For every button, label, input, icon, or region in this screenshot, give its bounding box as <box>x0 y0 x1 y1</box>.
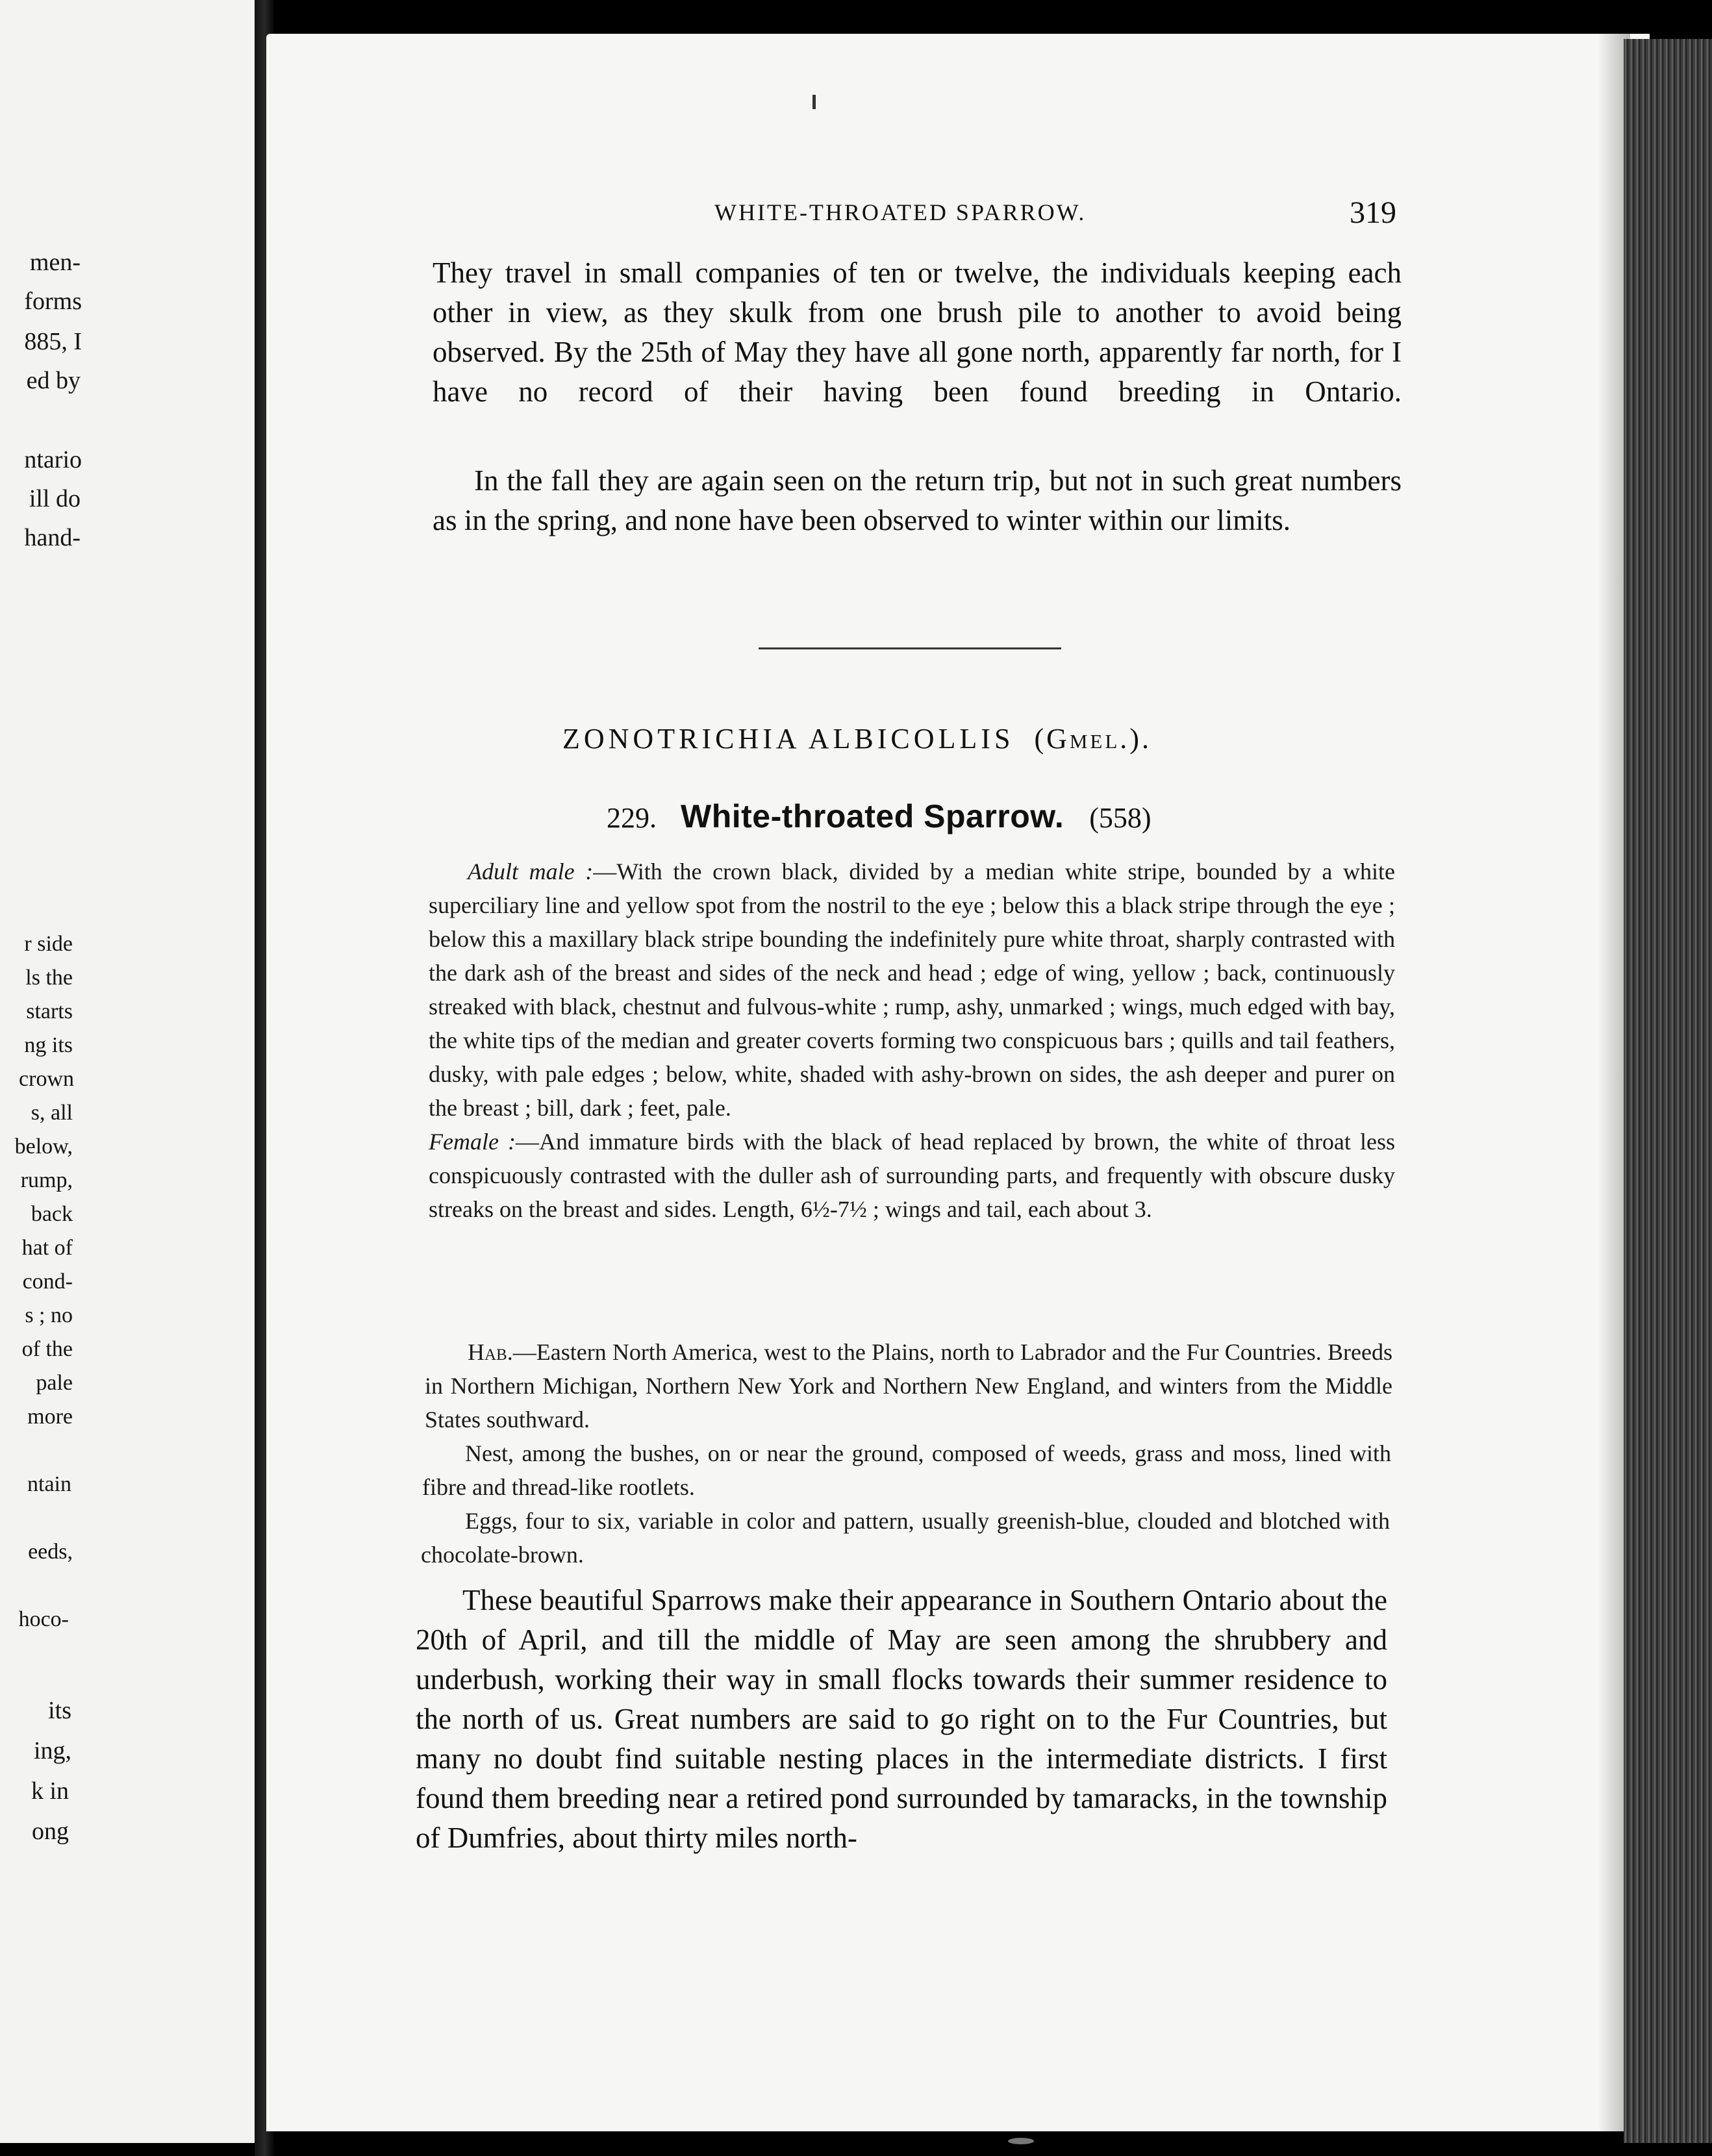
left-page-line: pale <box>36 1371 73 1395</box>
intro-paragraph: They travel in small companies of ten or twelve, the individuals keeping each other in view, as they skulk from one brush pile to another to avoid being observed. By the 25th of May they have all gone north, apparently far north, for I have no record of their having been found breeding in Ontario. <box>433 257 1402 408</box>
left-page-line: starts <box>26 999 73 1023</box>
left-page-line: hand- <box>24 524 81 551</box>
left-page-line: hat of <box>21 1236 73 1260</box>
page-number: 319 <box>1350 195 1396 230</box>
left-page-line: ong <box>32 1818 69 1845</box>
left-page-line: r side <box>24 932 73 956</box>
left-page-line: k in <box>31 1777 69 1805</box>
left-page-line: below, <box>14 1134 73 1159</box>
left-page-line: ing, <box>33 1737 71 1764</box>
authority: (Gmel.). <box>1034 723 1152 755</box>
left-page-line: ls the <box>25 966 73 990</box>
intro-paragraph: In the fall they are again seen on the return trip, but not in such great numbers as in the spring, and none have been observed to winter within our limits. <box>433 464 1402 536</box>
nest-description: Nest, among the bushes, on or near the ground, composed of weeds, grass and moss, lined with fibre and thread-like rootlets. <box>422 1440 1391 1500</box>
female-label: Female : <box>429 1129 516 1155</box>
female-text: —And immature birds with the black of head replaced by brown, the white of throat less conspicuously contrasted with the duller ash of surrounding parts, and frequently with obscure dusky streaks on the breast and sides. Length, 6½-7½ ; wings and tail, each about 3. <box>429 1129 1395 1222</box>
left-page-line: crown <box>19 1067 74 1091</box>
section-divider <box>759 647 1061 649</box>
left-page-line: ng its <box>24 1033 73 1057</box>
left-page-line: ed by <box>26 367 81 394</box>
hab-text: —Eastern North America, west to the Plains, north to Labrador and the Fur Countries. Breeds in Northern Michigan, Northern New York and Northern New England, and winters from the Middle States southward. <box>425 1339 1392 1433</box>
left-page-line: ill do <box>29 485 81 512</box>
page-edges <box>1624 39 1712 2143</box>
left-page-fragment <box>0 0 255 2143</box>
left-page-line: hoco- <box>18 1607 69 1631</box>
left-page-line: more <box>27 1405 73 1429</box>
adult-male-text: —With the crown black, divided by a median white stripe, bounded by a white superciliary line and yellow spot from the nostril to the eye ; below this a black stripe through the eye ; below this a maxillary black stripe bounding the indefinitely pure white throat, sharply contrasted with the dark ash of the breast and sides of the neck and head ; edge of wing, yellow ; back, continuously streaked with black, chestnut and fulvous-white ; rump, ashy, unmarked ; wings, much edged with bay, the white tips of the median and greater coverts forming two conspicuous bars ; quills and tail feathers, dusky, with pale edges ; below, white, shaded with ashy-brown on sides, the ash deeper and purer on the breast ; bill, dark ; feet, pale. <box>429 859 1395 1121</box>
running-head: WHITE-THROATED SPARROW. <box>714 199 1087 225</box>
left-page-line: forms <box>24 288 82 315</box>
left-page-line: cond- <box>22 1270 73 1294</box>
scientific-name: ZONOTRICHIA ALBICOLLIS <box>562 723 1014 755</box>
left-page-line: back <box>31 1202 73 1226</box>
scan-smudge <box>1008 2138 1034 2144</box>
left-page-line: eeds, <box>28 1540 73 1564</box>
left-page-line: men- <box>29 249 81 276</box>
left-page-line: ntario <box>24 446 82 473</box>
adult-male-description <box>429 855 1395 1226</box>
left-page-line: its <box>48 1697 71 1724</box>
left-page-line: of the <box>21 1337 73 1361</box>
hab-label: Hab. <box>468 1339 513 1365</box>
left-page-line: s ; no <box>25 1303 73 1327</box>
species-number: 229. <box>607 802 657 834</box>
left-page-line: 885, I <box>24 328 82 355</box>
habitat-description <box>425 1335 1392 1436</box>
left-page-line: s, all <box>31 1101 73 1125</box>
aou-number: (558) <box>1089 802 1152 834</box>
common-name: White-throated Sparrow. <box>681 798 1064 834</box>
genus-heading <box>562 722 1152 755</box>
print-mark <box>812 95 816 109</box>
species-title <box>607 797 1152 835</box>
left-page-line: ntain <box>27 1472 71 1496</box>
eggs-description: Eggs, four to six, variable in color and pattern, usually greenish-blue, clouded and blotched with chocolate-brown. <box>421 1508 1390 1568</box>
adult-male-label: Adult male : <box>468 859 594 884</box>
closing-paragraph: These beautiful Sparrows make their appearance in Southern Ontario about the 20th of April, and till the middle of May are seen among the shrubbery and underbush, working their way in small flocks towards their summer residence to the north of us. Great numbers are said to go right on to the Fur Countries, but many no doubt find suitable nesting places in the intermediate districts. I first found them breeding near a retired pond surrounded by tamaracks, in the township of Dumfries, about thirty miles north- <box>416 1584 1387 1854</box>
left-page-line: rump, <box>20 1168 73 1192</box>
